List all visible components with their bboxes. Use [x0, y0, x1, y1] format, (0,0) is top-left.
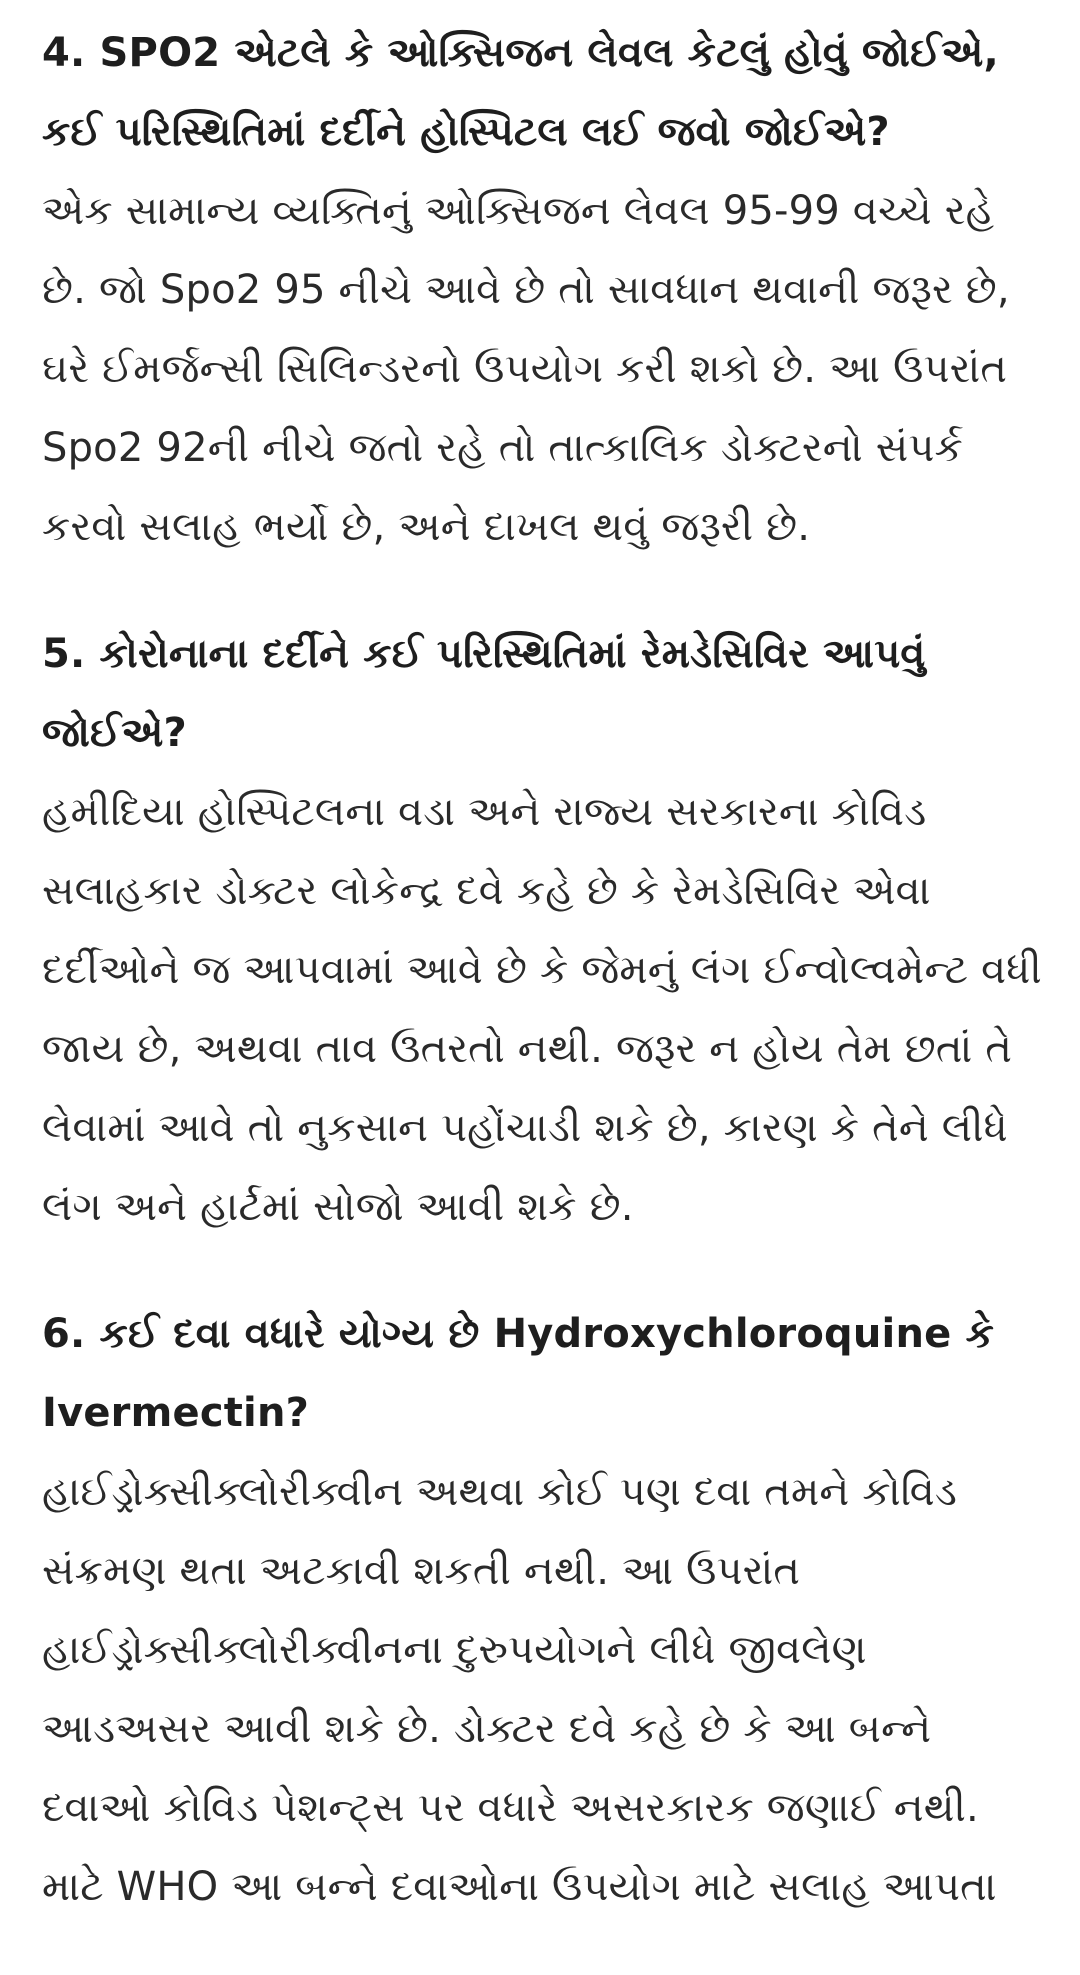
answer-paragraph: એક સામાન્ય વ્યક્તિનું ઓક્સિજન લેવલ 95-99 વચ્ચે રહે છે. જો Spo2 95 નીચે આવે છે તો સાવધાન થવાની જરૂર છે, ઘરે ઈમર્જન્સી સિલિન્ડરનો ઉપયોગ કરી શકો છે. આ ઉપરાંત Spo2 92ની નીચે જતો રહે તો તાત્કાલિક ડોક્ટરનો સંપર્ક કરવો સલાહ ભર્યો છે, અને દાખલ થવું જરૂરી છે.: [42, 188, 1010, 550]
question-heading: 4. SPO2 એટલે કે ઓક્સિજન લેવલ કેટલું હોવું જોઈએ, કઈ પરિસ્થિતિમાં દર્દીને હોસ્પિટલ લઈ જવો જોઈએ?: [42, 30, 999, 155]
question-heading: 5. કોરોનાના દર્દીને કઈ પરિસ્થિતિમાં રેમડેસિવિર આપવું જોઈએ?: [42, 631, 926, 756]
answer-paragraph: હમીદિયા હોસ્પિટલના વડા અને રાજ્ય સરકારના કોવિડ સલાહકાર ડોક્ટર લોકેન્દ્ર દવે કહે છે કે રેમડેસિવિર એવા દર્દીઓને જ આપવામાં આવે છે કે જેમનું લંગ ઈન્વોલ્વમેન્ટ વધી જાય છે, અથવા તાવ ઉતરતો નથી. જરૂર ન હોય તેમ છતાં તે લેવામાં આવે તો નુકસાન પહોંચાડી શકે છે, કારણ કે તેને લીધે લંગ અને હાર્ટમાં સોજો આવી શકે છે.: [42, 789, 1042, 1230]
faq-section-4: [42, 14, 1042, 567]
faq-section-6: [42, 1295, 1042, 1927]
faq-section-5: [42, 615, 1042, 1247]
answer-paragraph: હાઈડ્રોક્સીક્લોરીક્વીન અથવા કોઈ પણ દવા તમને કોવિડ સંક્રમણ થતા અટકાવી શકતી નથી. આ ઉપરાંત હાઈડ્રોક્સીક્લોરીક્વીનના દુરુપયોગને લીધે જીવલેણ આડઅસર આવી શકે છે. ડોક્ટર દવે કહે છે કે આ બન્ને દવાઓ કોવિડ પેશન્ટ્સ પર વધારે અસરકારક જણાઈ નથી. માટે WHO આ બન્ને દવાઓના ઉપયોગ માટે સલાહ આપતા: [42, 1469, 997, 1910]
question-heading: 6. કઈ દવા વધારે યોગ્ય છે Hydroxychloroquine કે Ivermectin?: [42, 1311, 995, 1436]
article-body: [42, 0, 1042, 1975]
